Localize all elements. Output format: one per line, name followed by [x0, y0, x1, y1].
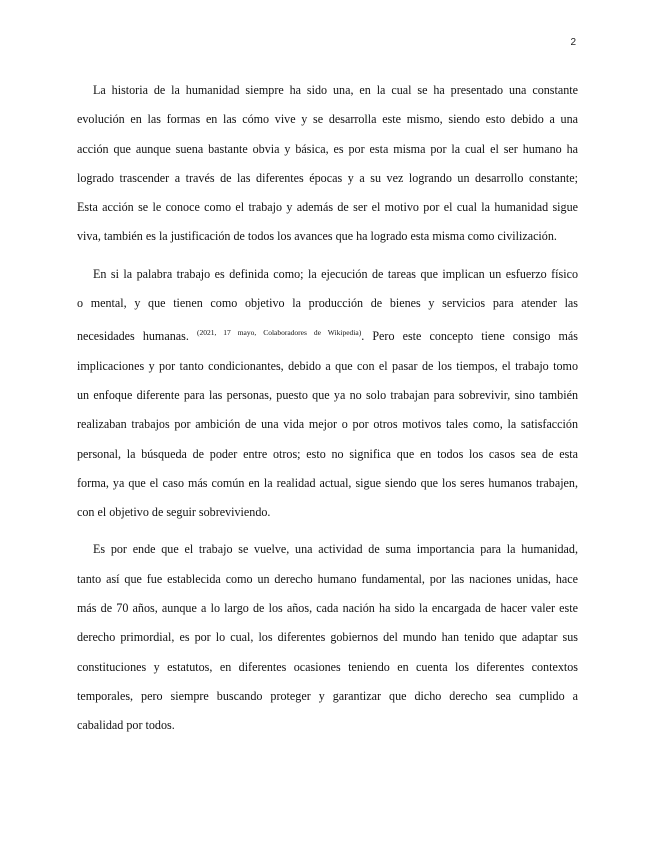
text-line: logrado trascender a través de las diferentes épocas y a su vez logrando un desarrollo constante; [77, 170, 578, 185]
text-line: En si la palabra trabajo es definida como; la ejecución de tareas que implican un esfuerzo físico [93, 266, 578, 281]
text-line: Esta acción se le conoce como el trabajo y además de ser el motivo por el cual la humanidad sigue [77, 200, 578, 215]
text-line: con el objetivo de seguir sobreviviendo. [77, 505, 271, 520]
citation-reference: (2021, 17 mayo, Colaboradores de Wikipedia) [196, 328, 362, 338]
citation-line-before: necesidades humanas. [77, 329, 189, 344]
text-line: o mental, y que tienen como objetivo la producción de bienes y servicios para atender las [77, 296, 578, 311]
text-line: acción que aunque suena bastante obvia y básica, es por esta misma por la cual el ser humano ha [77, 141, 578, 156]
page-number: 2 [570, 37, 576, 48]
text-line: realizaban trabajos por ambición de una vida mejor o por otros motivos tales como, la satisfacción [77, 417, 578, 432]
text-line: evolución en las formas en las cómo vive y se desarrolla este mismo, siendo esto debido a una [77, 112, 578, 127]
text-line: La historia de la humanidad siempre ha sido una, en la cual se ha presentado una constante [93, 83, 578, 97]
text-line: Es por ende que el trabajo se vuelve, una actividad de suma importancia para la humanidad, [93, 542, 578, 557]
document-body [77, 76, 578, 749]
text-line: derecho primordial, es por lo cual, los diferentes gobiernos del mundo han tenido que adaptar sus [77, 630, 578, 645]
text-line: personal, la búsqueda de poder entre otros; esto no significa que en todos los casos sea de esta [77, 446, 578, 461]
text-line: temporales, pero siempre buscando proteger y garantizar que dicho derecho sea cumplido a [77, 688, 578, 703]
citation-text-line [77, 318, 578, 351]
text-line: más de 70 años, aunque a lo largo de los años, cada nación ha sido la encargada de hacer valer este [77, 601, 578, 616]
text-line: implicaciones y por tanto condicionantes, debido a que con el pasar de los tiempos, el trabajo tomo [77, 358, 578, 373]
paragraph-3 [77, 535, 578, 740]
text-line: cabalidad por todos. [77, 718, 175, 733]
citation-line-after: . Pero este concepto tiene consigo más [361, 329, 578, 344]
paragraph-2 [77, 260, 578, 528]
text-line: viva, también es la justificación de todos los avances que ha logrado esta misma como civilización. [77, 229, 557, 244]
text-line: tanto así que fue establecida como un derecho humano fundamental, por las naciones unidas, hace [77, 571, 578, 586]
paragraph-1 [77, 76, 578, 252]
text-line: un enfoque diferente para las personas, puesto que ya no solo trabajan para sobrevivir, sino también [77, 387, 578, 402]
text-line: constituciones y estatutos, en diferentes ocasiones teniendo en cuenta los diferentes contextos [77, 659, 578, 674]
text-line: forma, ya que el caso más común en la realidad actual, sigue siendo que los seres humanos trabajen, [77, 475, 578, 490]
